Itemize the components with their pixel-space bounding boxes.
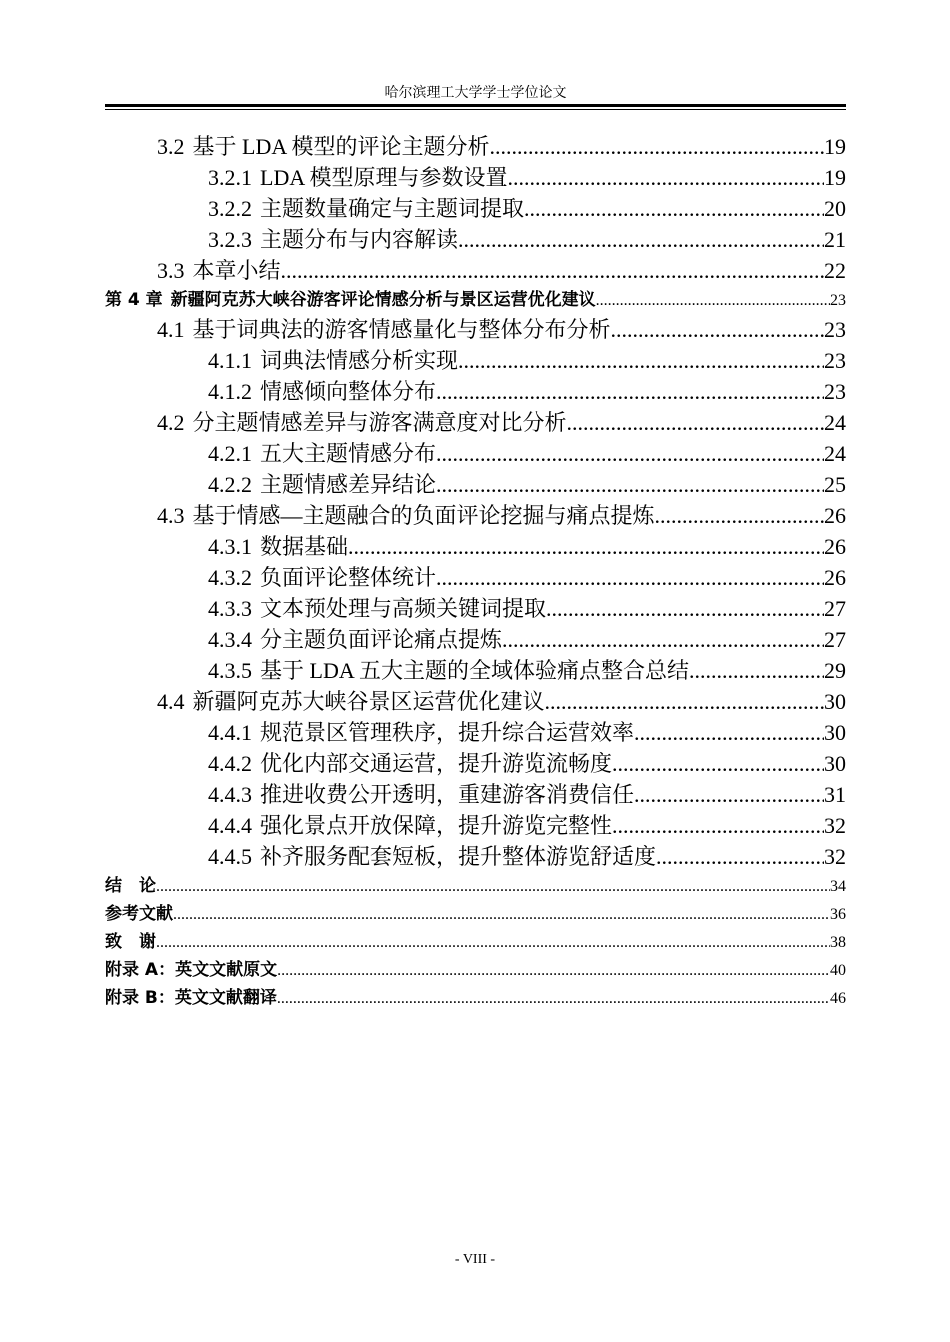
toc-entry-page: 23 (824, 317, 846, 342)
toc-entry[interactable] (105, 841, 846, 872)
toc-entry-page: 24 (824, 441, 846, 466)
toc-entry[interactable] (105, 562, 846, 593)
toc-entry-title: 词典法情感分析实现 (260, 348, 459, 373)
toc-entry-title: 分主题负面评论痛点提炼 (260, 627, 503, 652)
toc-dot-leader (502, 624, 824, 655)
toc-entry[interactable] (105, 900, 846, 928)
toc-dot-leader (458, 345, 824, 376)
toc-entry-page: 23 (824, 379, 846, 404)
toc-dot-leader (611, 314, 824, 345)
toc-entry-page: 46 (830, 990, 846, 1007)
toc-entry-number: 4.4.4 (208, 813, 252, 838)
toc-entry-title: 基于 LDA 五大主题的全域体验痛点整合总结 (260, 658, 690, 683)
toc-dot-leader (508, 162, 824, 193)
toc-entry-number: 第 4 章 (105, 290, 163, 310)
toc-entry-page: 23 (824, 348, 846, 373)
toc-entry[interactable] (105, 686, 846, 717)
toc-entry-page: 30 (824, 689, 846, 714)
toc-entry-page: 40 (830, 962, 846, 979)
toc-entry-title: 优化内部交通运营，提升游览流畅度 (260, 751, 613, 776)
toc-entry-number: 4.4.2 (208, 751, 252, 776)
toc-dot-leader (524, 193, 824, 224)
toc-dot-leader (655, 500, 824, 531)
toc-entry-title: 五大主题情感分布 (260, 441, 437, 466)
toc-entry-number: 3.2 (157, 134, 185, 159)
toc-dot-leader (458, 224, 824, 255)
toc-entry-page: 22 (824, 258, 846, 283)
toc-entry-page: 32 (824, 813, 846, 838)
toc-dot-leader (612, 748, 824, 779)
toc-entry-title: 补齐服务配套短板，提升整体游览舒适度 (260, 844, 657, 869)
toc-entry-number: 4.3.5 (208, 658, 252, 683)
toc-entry-number: 4.4.3 (208, 782, 252, 807)
toc-entry[interactable] (105, 345, 846, 376)
toc-entry-title: 基于情感—主题融合的负面评论挖掘与痛点提炼 (192, 503, 655, 528)
header-rule-thick (105, 104, 846, 107)
toc-dot-leader (612, 810, 824, 841)
toc-dot-leader (567, 407, 824, 438)
toc-entry[interactable] (105, 469, 846, 500)
toc-dot-leader (596, 287, 830, 314)
toc-entry[interactable] (105, 286, 846, 314)
toc-entry-page: 27 (824, 627, 846, 652)
toc-entry[interactable] (105, 717, 846, 748)
running-header: 哈尔滨理工大学学士学位论文 (384, 86, 567, 101)
toc-dot-leader (490, 131, 824, 162)
toc-entry[interactable] (105, 928, 846, 956)
toc-entry-title: 参考文献 (105, 904, 173, 924)
toc-dot-leader (173, 901, 830, 928)
toc-dot-leader (277, 985, 830, 1012)
toc-entry-title: 新疆阿克苏大峡谷景区运营优化建议 (192, 689, 545, 714)
toc-entry-title: 附录 A：英文文献原文 (105, 960, 278, 980)
toc-entry-number: 4.3.2 (208, 565, 252, 590)
toc-dot-leader (546, 593, 824, 624)
toc-entry-title: 基于词典法的游客情感量化与整体分布分析 (192, 317, 611, 342)
toc-entry-title: 强化景点开放保障，提升游览完整性 (260, 813, 613, 838)
toc-dot-leader (436, 376, 824, 407)
toc-entry[interactable] (105, 314, 846, 345)
toc-entry-page: 38 (830, 934, 846, 951)
toc-entry-page: 25 (824, 472, 846, 497)
toc-entry-title: 推进收费公开透明，重建游客消费信任 (260, 782, 635, 807)
toc-entry[interactable] (105, 224, 846, 255)
toc-entry-number: 4.4.1 (208, 720, 252, 745)
page-number: - VIII - (454, 1252, 496, 1267)
toc-entry-number: 4.1.2 (208, 379, 252, 404)
toc-entry-number: 3.2.3 (208, 227, 252, 252)
toc-entry-page: 31 (824, 782, 846, 807)
toc-entry-title: 本章小结 (192, 258, 281, 283)
toc-entry-number: 4.1 (157, 317, 185, 342)
toc-entry-page: 29 (824, 658, 846, 683)
toc-entry-page: 36 (830, 906, 846, 923)
toc-entry-number: 4.3.1 (208, 534, 252, 559)
toc-entry-title: 情感倾向整体分布 (260, 379, 437, 404)
toc-entry[interactable] (105, 956, 846, 984)
table-of-contents (105, 131, 846, 1012)
toc-entry[interactable] (105, 593, 846, 624)
toc-dot-leader (634, 717, 824, 748)
toc-entry[interactable] (105, 748, 846, 779)
toc-entry-page: 19 (824, 165, 846, 190)
toc-dot-leader (689, 655, 824, 686)
toc-entry-number: 4.4.5 (208, 844, 252, 869)
toc-entry-title: 负面评论整体统计 (260, 565, 437, 590)
toc-entry-number: 4.1.1 (208, 348, 252, 373)
toc-entry-number: 3.3 (157, 258, 185, 283)
toc-entry-title: 数据基础 (260, 534, 349, 559)
toc-entry-number: 4.2.1 (208, 441, 252, 466)
toc-entry-number: 4.4 (157, 689, 185, 714)
toc-entry-page: 26 (824, 503, 846, 528)
toc-entry-number: 4.3.4 (208, 627, 252, 652)
toc-entry[interactable] (105, 131, 846, 162)
toc-entry[interactable] (105, 810, 846, 841)
toc-entry-title: 基于 LDA 模型的评论主题分析 (192, 134, 490, 159)
toc-entry-page: 32 (824, 844, 846, 869)
toc-entry-number: 4.3 (157, 503, 185, 528)
toc-entry-title: 规范景区管理秩序，提升综合运营效率 (260, 720, 635, 745)
toc-entry-title: 分主题情感差异与游客满意度对比分析 (192, 410, 567, 435)
toc-entry-title: 附录 B：英文文献翻译 (105, 988, 277, 1008)
toc-entry-page: 34 (830, 878, 846, 895)
toc-entry-title: 致 谢 (105, 932, 156, 952)
toc-dot-leader (277, 957, 830, 984)
toc-entry-number: 3.2.2 (208, 196, 252, 221)
toc-entry-title: 新疆阿克苏大峡谷游客评论情感分析与景区运营优化建议 (170, 290, 596, 310)
toc-dot-leader (348, 531, 824, 562)
toc-entry-title: LDA 模型原理与参数设置 (260, 165, 508, 190)
toc-entry-title: 文本预处理与高频关键词提取 (260, 596, 547, 621)
toc-entry-page: 23 (830, 292, 846, 309)
toc-entry[interactable] (105, 407, 846, 438)
toc-entry-number: 4.2 (157, 410, 185, 435)
toc-entry-page: 26 (824, 565, 846, 590)
toc-dot-leader (156, 929, 830, 956)
toc-entry[interactable] (105, 984, 846, 1012)
toc-entry[interactable] (105, 500, 846, 531)
toc-entry-title: 主题情感差异结论 (260, 472, 437, 497)
toc-entry-title: 主题数量确定与主题词提取 (260, 196, 525, 221)
toc-entry[interactable] (105, 193, 846, 224)
toc-entry-number: 3.2.1 (208, 165, 252, 190)
toc-entry-title: 结 论 (105, 876, 156, 896)
toc-entry[interactable] (105, 162, 846, 193)
toc-entry-number: 4.3.3 (208, 596, 252, 621)
toc-entry[interactable] (105, 655, 846, 686)
toc-entry[interactable] (105, 779, 846, 810)
toc-entry-page: 27 (824, 596, 846, 621)
toc-entry[interactable] (105, 438, 846, 469)
toc-entry-page: 20 (824, 196, 846, 221)
toc-dot-leader (156, 873, 830, 900)
toc-entry-page: 30 (824, 751, 846, 776)
toc-entry[interactable] (105, 255, 846, 286)
toc-entry[interactable] (105, 376, 846, 407)
toc-entry-number: 4.2.2 (208, 472, 252, 497)
toc-dot-leader (634, 779, 824, 810)
toc-dot-leader (436, 469, 824, 500)
toc-dot-leader (436, 562, 824, 593)
toc-entry-page: 30 (824, 720, 846, 745)
toc-dot-leader (281, 255, 824, 286)
toc-entry[interactable] (105, 531, 846, 562)
toc-dot-leader (436, 438, 824, 469)
toc-entry-title: 主题分布与内容解读 (260, 227, 459, 252)
toc-entry-page: 21 (824, 227, 846, 252)
toc-dot-leader (545, 686, 824, 717)
toc-entry-page: 19 (824, 134, 846, 159)
toc-entry[interactable] (105, 624, 846, 655)
header-rule-thin (105, 109, 846, 110)
toc-dot-leader (656, 841, 824, 872)
toc-entry-page: 24 (824, 410, 846, 435)
toc-entry[interactable] (105, 872, 846, 900)
toc-entry-page: 26 (824, 534, 846, 559)
